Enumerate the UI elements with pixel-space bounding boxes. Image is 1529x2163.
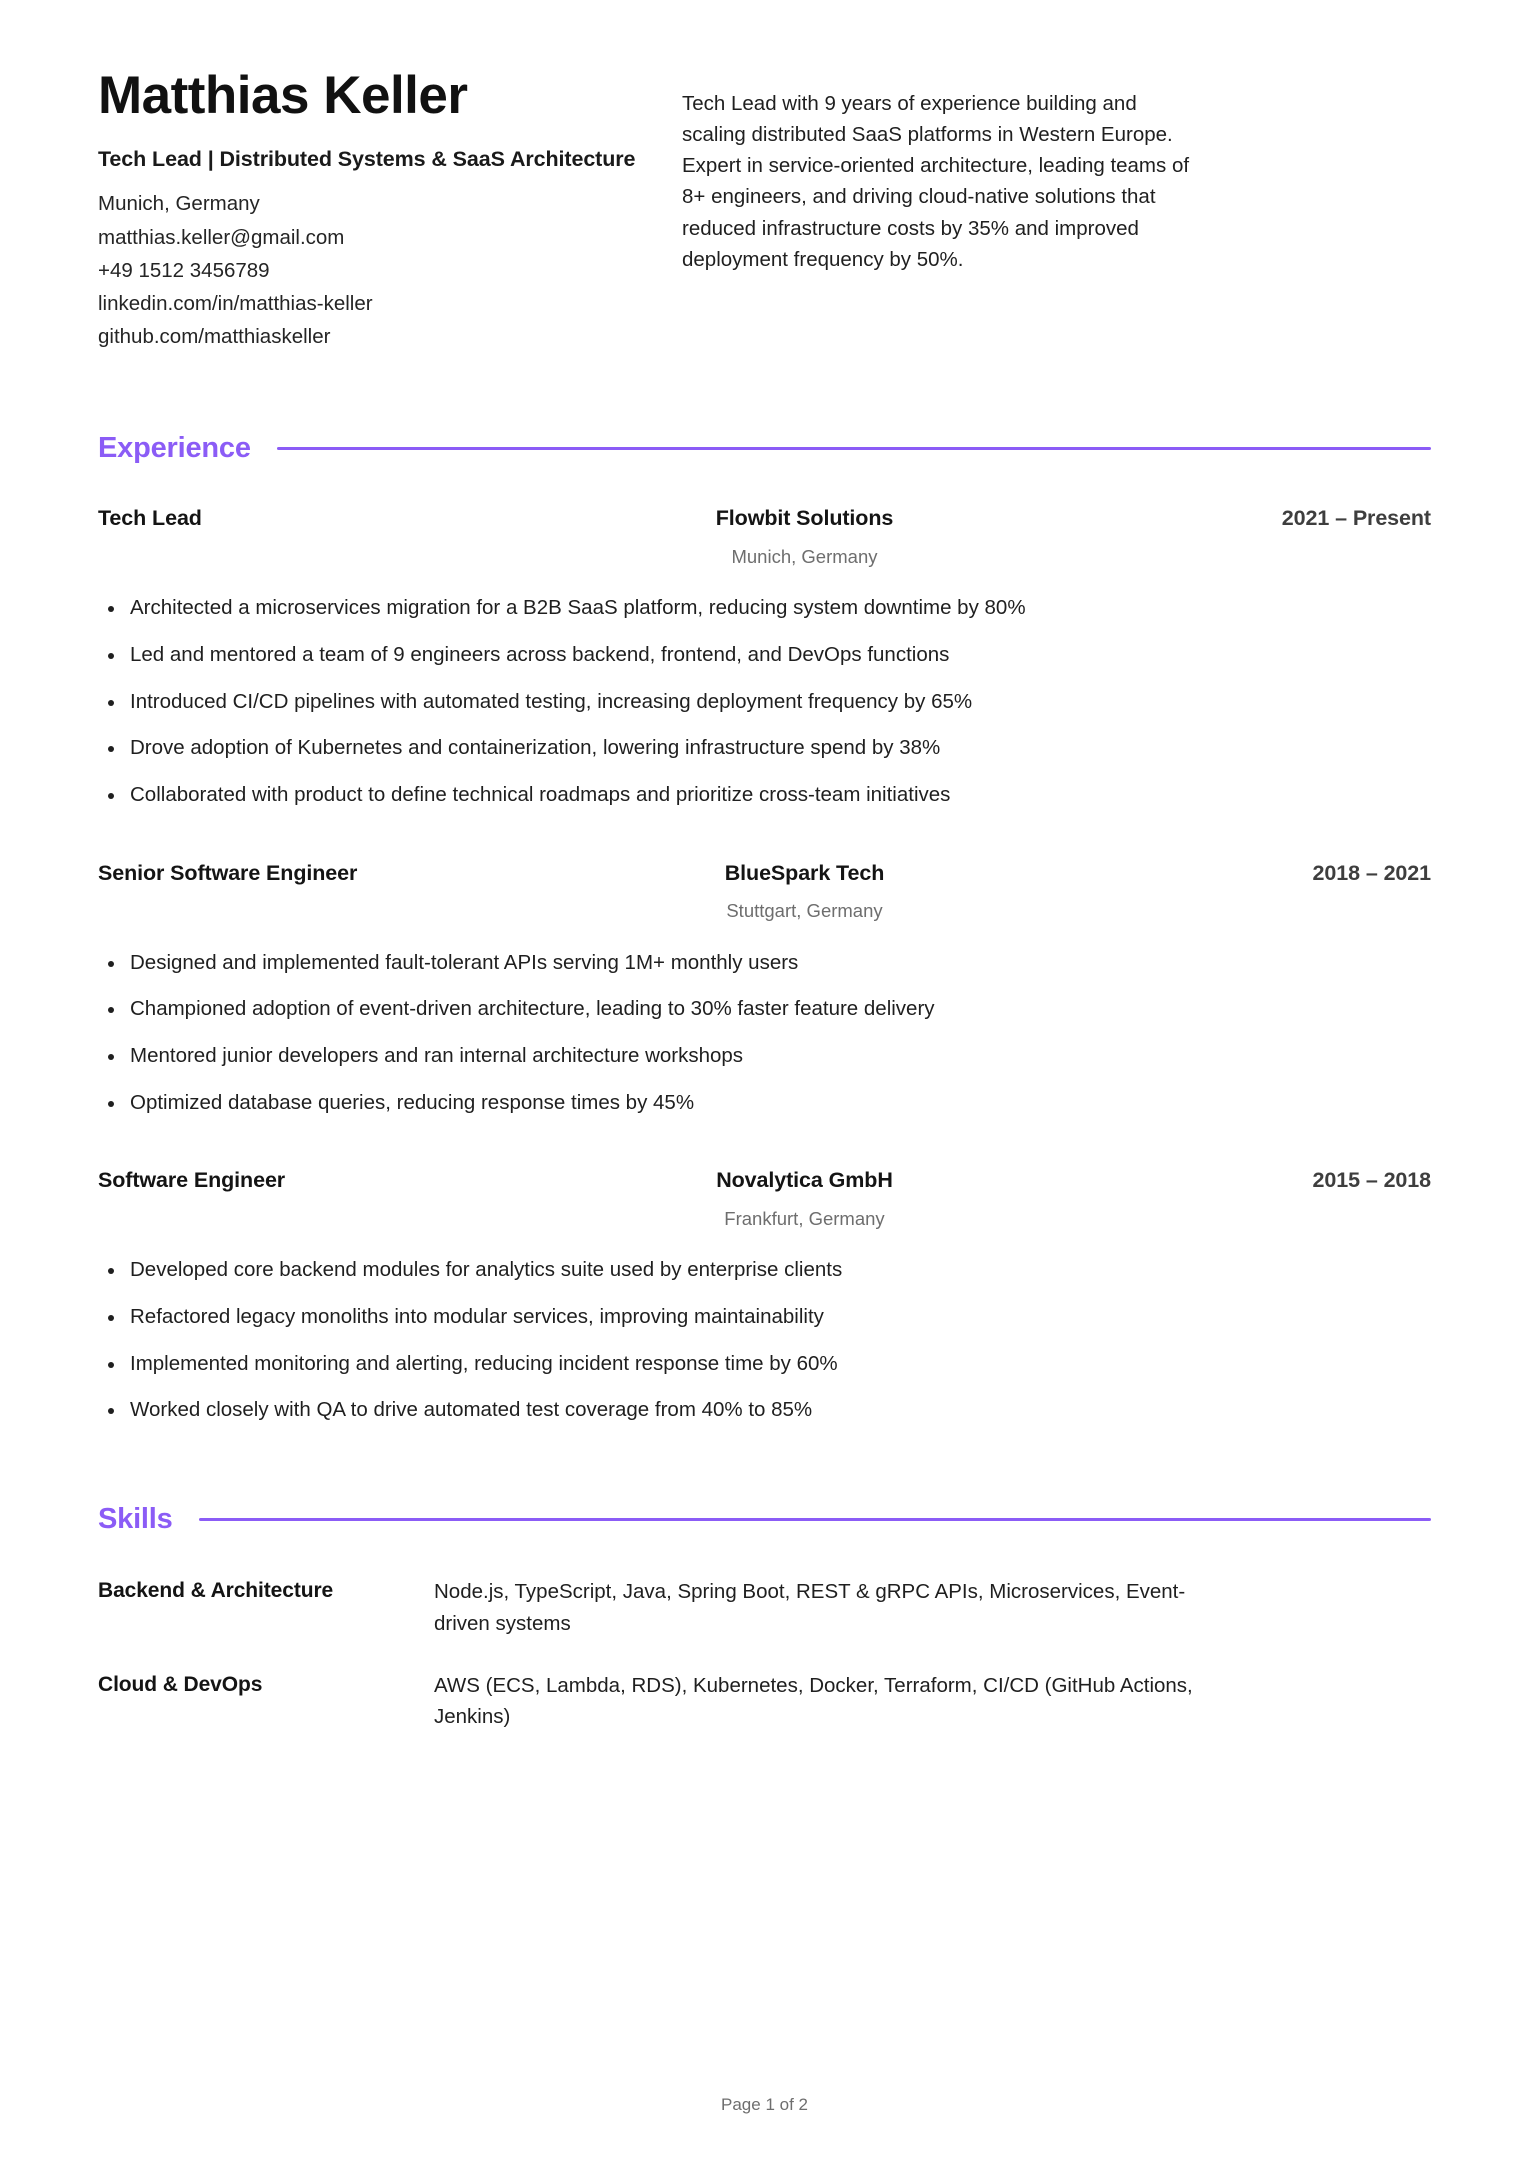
job-title: Senior Software Engineer <box>98 860 358 885</box>
list-item: Architected a microservices migration for a B2B SaaS platform, reducing system downtime by 80% <box>98 594 1431 623</box>
list-item: Optimized database queries, reducing response times by 45% <box>98 1089 1431 1118</box>
professional-summary: Tech Lead with 9 years of experience building and scaling distributed SaaS platforms in Western Europe. Expert in service-oriented architecture, leading teams of 8+ engineers, and driving cloud-native solutions that reduced infrastructure costs by 35% and improved deployment frequency by 50%. <box>682 92 1190 271</box>
list-item: Implemented monitoring and alerting, reducing incident response time by 60% <box>98 1350 1431 1379</box>
experience-section <box>98 432 1431 1425</box>
skill-row <box>98 1670 1431 1734</box>
resume-header <box>98 66 1431 354</box>
skill-row <box>98 1576 1431 1640</box>
section-divider-line <box>199 1518 1431 1521</box>
job-location: Stuttgart, Germany <box>726 900 883 922</box>
list-item: Drove adoption of Kubernetes and containerization, lowering infrastructure spend by 38% <box>98 734 1431 763</box>
job-company-block <box>605 860 1005 923</box>
skill-values: AWS (ECS, Lambda, RDS), Kubernetes, Docker, Terraform, CI/CD (GitHub Actions, Jenkins) <box>434 1673 1193 1729</box>
contact-github[interactable]: github.com/matthiaskeller <box>98 324 331 348</box>
list-item: Mentored junior developers and ran internal architecture workshops <box>98 1042 1431 1071</box>
job-bullet-list <box>98 594 1431 809</box>
contact-phone[interactable]: +49 1512 3456789 <box>98 258 270 282</box>
job-dates: 2018 – 2021 <box>1312 860 1431 885</box>
list-item: Collaborated with product to define technical roadmaps and prioritize cross-team initiatives <box>98 781 1431 810</box>
experience-entry <box>98 505 1431 809</box>
experience-section-header <box>98 432 1431 465</box>
contact-location: Munich, Germany <box>98 192 260 216</box>
job-bullet-list <box>98 1256 1431 1425</box>
list-item: Refactored legacy monoliths into modular services, improving maintainability <box>98 1303 1431 1332</box>
list-item: Designed and implemented fault-tolerant APIs serving 1M+ monthly users <box>98 949 1431 978</box>
list-item: Championed adoption of event-driven architecture, leading to 30% faster feature delivery <box>98 995 1431 1024</box>
list-item: Worked closely with QA to drive automated test coverage from 40% to 85% <box>98 1396 1431 1425</box>
professional-headline: Tech Lead | Distributed Systems & SaaS Architecture <box>98 147 636 172</box>
section-divider-line <box>277 447 1431 450</box>
header-summary-block <box>658 66 1431 275</box>
skill-category: Cloud & DevOps <box>98 1672 263 1696</box>
page-footer: Page 1 of 2 <box>721 2095 808 2114</box>
job-title: Software Engineer <box>98 1168 286 1193</box>
job-bullet-list <box>98 949 1431 1118</box>
company-name: Novalytica GmbH <box>716 1168 893 1193</box>
skill-values: Node.js, TypeScript, Java, Spring Boot, REST & gRPC APIs, Microservices, Event-driven systems <box>434 1580 1186 1635</box>
company-name: Flowbit Solutions <box>715 506 894 531</box>
experience-entry-header <box>98 860 1431 923</box>
page-title: Matthias Keller <box>98 66 468 125</box>
job-location: Munich, Germany <box>731 546 878 568</box>
company-name: BlueSpark Tech <box>724 860 885 885</box>
experience-entry-header <box>98 1167 1431 1230</box>
list-item: Introduced CI/CD pipelines with automated testing, increasing deployment frequency by 65% <box>98 688 1431 717</box>
job-dates: 2015 – 2018 <box>1312 1168 1431 1193</box>
skill-category: Backend & Architecture <box>98 1579 334 1603</box>
job-title: Tech Lead <box>98 506 202 531</box>
job-dates: 2021 – Present <box>1281 506 1431 531</box>
job-company-block <box>605 505 1005 568</box>
contact-linkedin[interactable]: linkedin.com/in/matthias-keller <box>98 291 373 315</box>
job-company-block <box>605 1167 1005 1230</box>
job-location: Frankfurt, Germany <box>724 1208 885 1230</box>
experience-entry <box>98 1167 1431 1425</box>
skills-section-header <box>98 1503 1431 1536</box>
experience-entry-header <box>98 505 1431 568</box>
experience-entry <box>98 860 1431 1118</box>
section-title-skills: Skills <box>98 1503 173 1536</box>
contact-email[interactable]: matthias.keller@gmail.com <box>98 225 345 249</box>
list-item: Led and mentored a team of 9 engineers across backend, frontend, and DevOps functions <box>98 641 1431 670</box>
section-title-experience: Experience <box>98 432 251 465</box>
header-identity-block <box>98 66 658 354</box>
skills-section <box>98 1503 1431 1733</box>
list-item: Developed core backend modules for analytics suite used by enterprise clients <box>98 1256 1431 1285</box>
